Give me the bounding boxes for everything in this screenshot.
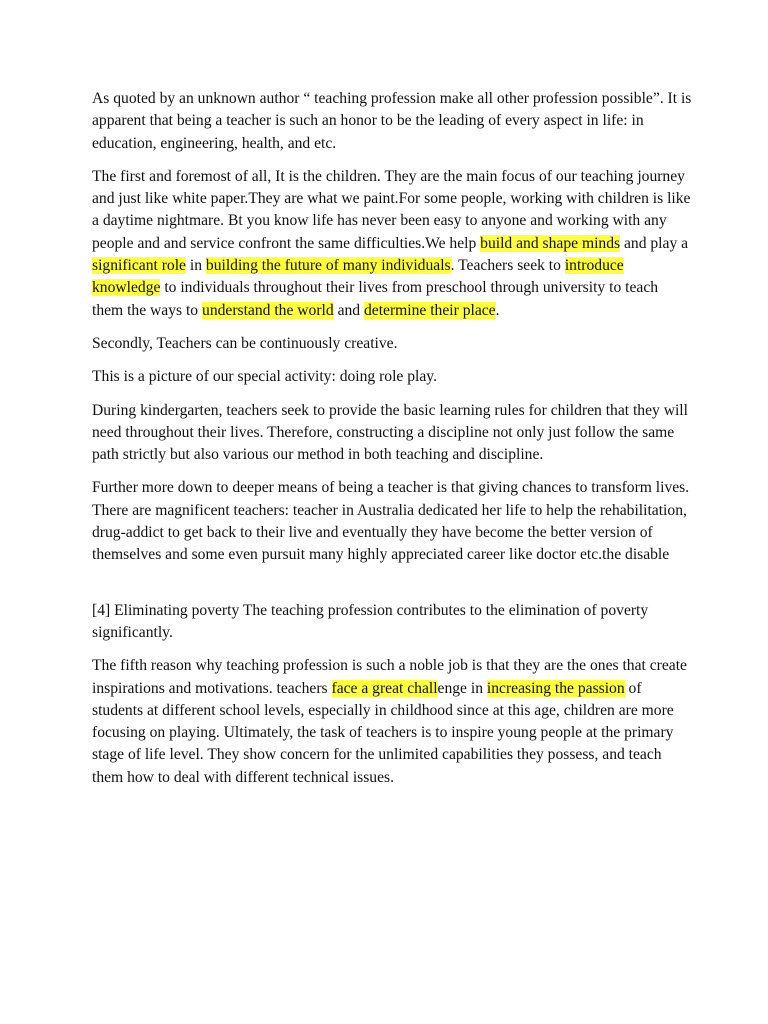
text-segment: The fifth reason why teaching profession is such a noble job is that they are the ones that create inspirations and motivations. teachers xyxy=(92,657,687,697)
text-segment: and xyxy=(333,301,364,319)
text-segment: in xyxy=(185,257,206,275)
text-segment: The first and foremost of all, It is the children. They are the main focus of our teaching journey and just like white paper.They are what we paint.For some people, working with children is like a daytime nightmare. Bt you know life has never been easy to anyone and working with any people and and service confront the same difficulties.We help xyxy=(92,167,691,252)
text-segment: and play a xyxy=(620,234,689,252)
paragraph-p6 xyxy=(92,477,692,566)
text-segment: Further more down to deeper means of being a teacher is that giving chances to transform lives. There are magnificent teachers: teacher in Australia dedicated her life to help the rehabilitation, drug-addict to get back to their live and eventually they have become the better version of themselves and some even pursuit many highly appreciated career like doctor etc.the disable xyxy=(92,479,690,564)
highlighted-text: face a great chall xyxy=(331,679,438,697)
text-segment: of students at different school levels, especially in childhood since at this age, children are more focusing on playing. Ultimately, the task of teachers is to inspire young people at the primary stage of life level. They show concern for the unlimited capabilities they possess, and teach them how to deal with different technical issues. xyxy=(92,679,674,786)
highlighted-text: understand the world xyxy=(202,301,334,319)
paragraph-p1 xyxy=(92,88,692,155)
text-segment: Secondly, Teachers can be continuously creative. xyxy=(92,334,398,352)
highlighted-text: determine their place xyxy=(363,301,496,319)
paragraph-p4 xyxy=(92,366,692,388)
highlighted-text: increasing the passion xyxy=(486,679,625,697)
document-page xyxy=(92,88,692,800)
text-segment: enge in xyxy=(437,679,487,697)
text-segment: . xyxy=(495,301,500,319)
text-segment: [4] Eliminating poverty The teaching profession contributes to the elimination of poverty significantly. xyxy=(92,601,649,641)
text-segment: This is a picture of our special activity: doing role play. xyxy=(92,368,437,386)
paragraph-p8 xyxy=(92,655,692,789)
text-segment: . Teachers seek to xyxy=(450,257,565,275)
highlighted-text: building the future of many individuals xyxy=(205,257,451,275)
highlighted-text: introduce knowledge xyxy=(92,257,624,297)
text-segment: to individuals throughout their lives from preschool through university to teach them the ways to xyxy=(92,279,659,319)
highlighted-text: significant role xyxy=(92,257,186,275)
paragraph-p7 xyxy=(92,600,692,645)
paragraph-p2 xyxy=(92,166,692,322)
text-segment: As quoted by an unknown author “ teaching profession make all other profession possible”. It is apparent that being a teacher is such an honor to be the leading of every aspect in life: in education, engineering, health, and etc. xyxy=(92,90,692,152)
paragraph-p5 xyxy=(92,400,692,467)
paragraph-p3 xyxy=(92,333,692,355)
text-segment: During kindergarten, teachers seek to provide the basic learning rules for children that they will need throughout their lives. Therefore, constructing a discipline not only just follow the same path strictly but also various our method in both teaching and discipline. xyxy=(92,401,688,464)
highlighted-text: build and shape minds xyxy=(480,234,621,252)
